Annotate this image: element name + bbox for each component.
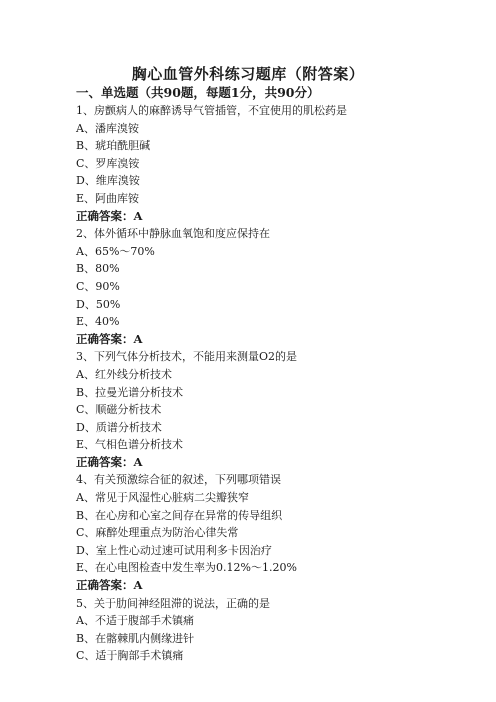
answer-option: B、拉曼光谱分析技术 — [76, 385, 184, 399]
answer-option: A、潘库溴铵 — [76, 121, 139, 135]
question-list — [76, 102, 476, 665]
answer-option: C、适于胸部手术镇痛 — [76, 649, 184, 663]
answer-option: E、气相色谱分析技术 — [76, 438, 184, 452]
answer-option: A、不适于腹部手术镇痛 — [76, 614, 194, 628]
question-stem: 5、关于肋间神经阻滞的说法，正确的是 — [76, 596, 270, 610]
page-title: 胸心血管外科练习题库（附答案） — [131, 65, 365, 83]
answer-option: D、质谱分析技术 — [76, 420, 162, 434]
answer-option: E、在心电图检查中发生率为0.12%～1.20% — [76, 561, 297, 575]
answer-option: E、阿曲库铵 — [76, 191, 140, 205]
answer-option: C、90% — [76, 279, 120, 293]
answer-option: C、罗库溴铵 — [76, 156, 140, 170]
answer-option: E、40% — [76, 315, 120, 329]
section-heading: 一、单选题（共90题，每题1分，共90分） — [76, 85, 320, 100]
correct-answer: 正确答案：A — [76, 578, 143, 593]
correct-answer: 正确答案：A — [76, 454, 143, 469]
answer-option: A、常见于风湿性心脏病二尖瓣狭窄 — [76, 491, 249, 505]
answer-option: B、琥珀酰胆碱 — [76, 139, 151, 153]
answer-option: D、室上性心动过速可试用利多卡因治疗 — [76, 543, 272, 557]
answer-option: A、65%～70% — [76, 244, 155, 258]
correct-answer: 正确答案：A — [76, 208, 143, 223]
question-stem: 2、体外循环中静脉血氧饱和度应保持在 — [76, 227, 270, 241]
correct-answer: 正确答案：A — [76, 331, 143, 346]
answer-option: C、顺磁分析技术 — [76, 403, 162, 417]
answer-option: D、维库溴铵 — [76, 174, 140, 188]
answer-option: B、80% — [76, 262, 120, 276]
answer-option: C、麻醉处理重点为防治心律失常 — [76, 526, 239, 540]
question-stem: 1、房颤病人的麻醉诱导气管插管，不宜使用的肌松药是 — [76, 104, 347, 117]
answer-option: B、在心房和心室之间存在异常的传导组织 — [76, 508, 283, 522]
question-stem: 3、下列气体分析技术，不能用来测量O2的是 — [76, 350, 298, 364]
answer-option: D、50% — [76, 297, 121, 311]
question-stem: 4、有关预激综合征的叙述，下列哪项错误 — [76, 473, 281, 487]
answer-option: A、红外线分析技术 — [76, 367, 172, 381]
answer-option: B、在髂棘肌内侧缘进针 — [76, 631, 195, 645]
